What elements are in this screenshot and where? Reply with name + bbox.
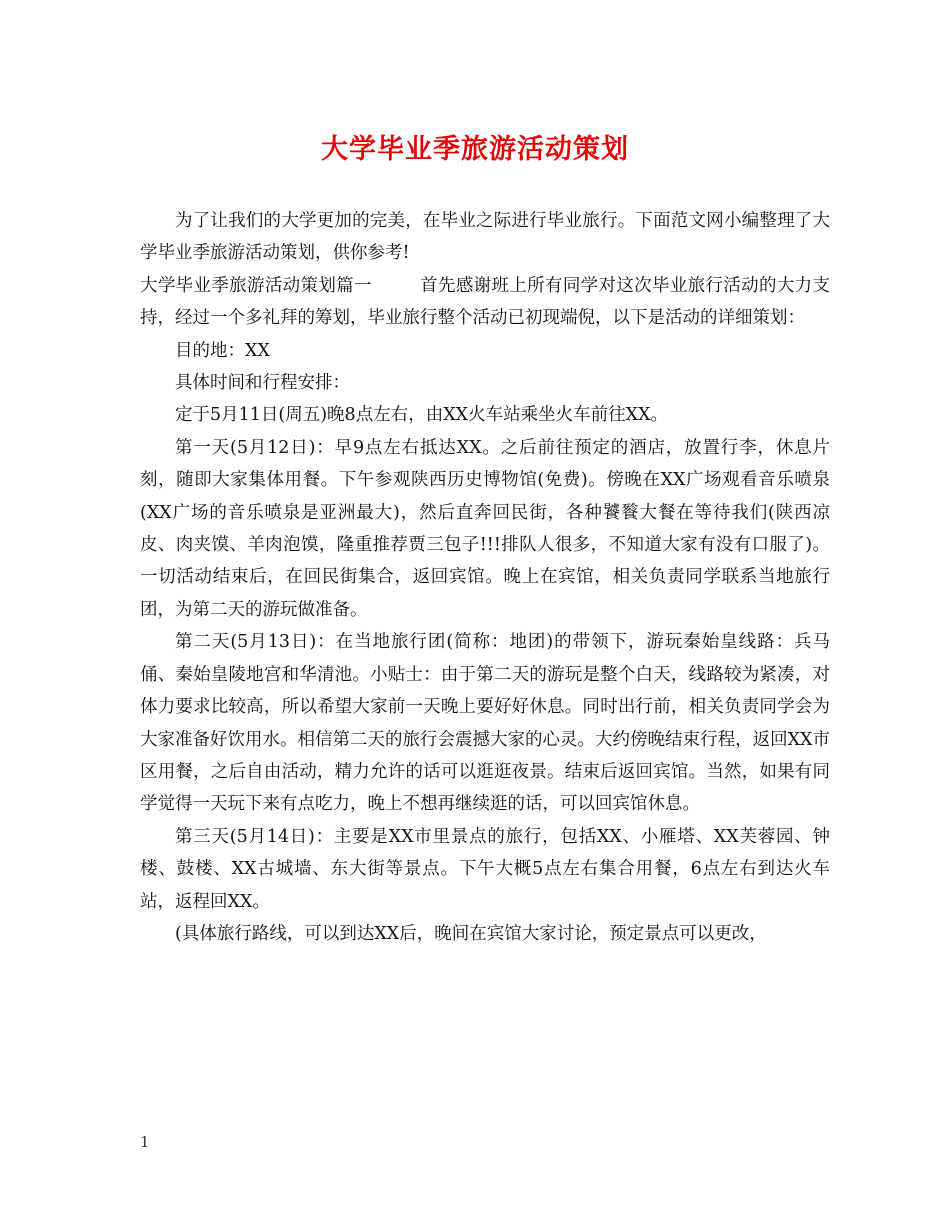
intro-paragraph: 为了让我们的大学更加的完美，在毕业之际进行毕业旅行。下面范文网小编整理了大学毕业季旅游活动策划，供你参考!	[140, 211, 830, 264]
section-paragraph	[140, 270, 830, 335]
document-body	[140, 205, 830, 950]
section-heading: 大学毕业季旅游活动策划篇一	[140, 275, 372, 296]
section-lead: 首先感谢班上所有同学对这次毕业旅行活动的大力支持，经过一个多礼拜的筹划，毕业旅行整个活动已初现端倪，以下是活动的详细策划：	[140, 275, 831, 329]
page-number: 1	[140, 1133, 150, 1151]
document-title: 大学毕业季旅游活动策划	[321, 134, 629, 165]
day1-paragraph: 第一天(5月12日)：早9点左右抵达XX。之后前往预定的酒店，放置行李，休息片刻，随即大家集体用餐。下午参观陕西历史博物馆(免费)。傍晚在XX广场观看音乐喷泉(XX广场的音乐喷泉是亚洲最大)，然后直奔回民街，各种饕餮大餐在等待我们(陕西凉皮、肉夹馍、羊肉泡馍，隆重推荐贾三包子!!!排队人很多，不知道大家有没有口服了)。一切活动结束后，在回民街集合，返回宾馆。晚上在宾馆，相关负责同学联系当地旅行团，为第二天的游玩做准备。	[140, 437, 830, 620]
day2-paragraph: 第二天(5月13日)：在当地旅行团(简称：地团)的带领下，游玩秦始皇线路：兵马俑、秦始皇陵地宫和华清池。小贴士：由于第二天的游玩是整个白天，线路较为紧凑，对体力要求比较高，所以希望大家前一天晚上要好好休息。同时出行前，相关负责同学会为大家准备好饮用水。相信第二天的旅行会震撼大家的心灵。大约傍晚结束行程，返回XX市区用餐，之后自由活动，精力允许的话可以逛逛夜景。结束后返回宾馆。当然，如果有同学觉得一天玩下来有点吃力，晚上不想再继续逛的话，可以回宾馆休息。	[140, 632, 830, 815]
day3-paragraph: 第三天(5月14日)：主要是XX市里景点的旅行，包括XX、小雁塔、XX芙蓉园、钟楼、鼓楼、XX古城墙、东大街等景点。下午大概5点左右集合用餐，6点左右到达火车站，返程回XX。	[140, 826, 830, 912]
schedule-heading: 具体时间和行程安排：	[175, 373, 350, 394]
note-paragraph: (具体旅行路线，可以到达XX后，晚间在宾馆大家讨论，预定景点可以更改，	[175, 923, 767, 944]
departure-paragraph: 定于5月11日(周五)晚8点左右，由XX火车站乘坐火车前往XX。	[175, 405, 669, 426]
destination-line: 目的地：XX	[175, 340, 270, 361]
